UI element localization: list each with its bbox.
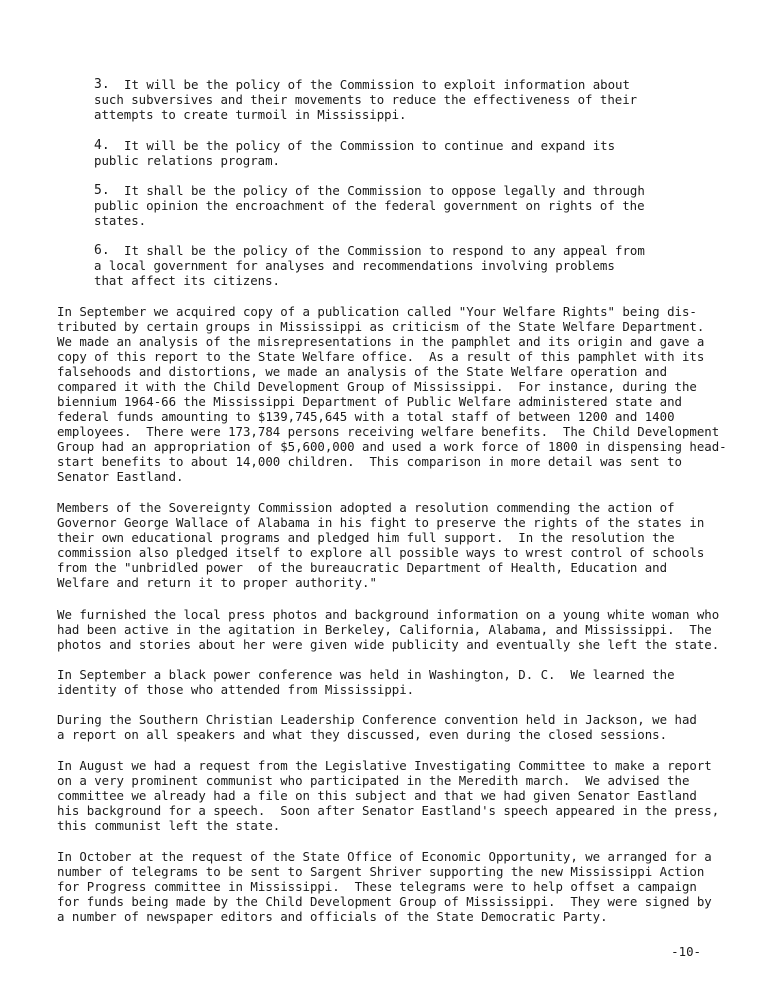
paragraph-line: identity of those who attended from Mississippi.: [57, 682, 415, 697]
paragraph-line: Welfare and return it to proper authority.": [57, 575, 377, 590]
paragraph-line: falsehoods and distortions, we made an analysis of the State Welfare operation and: [57, 364, 668, 379]
paragraph-line: commission also pledged itself to explore all possible ways to wrest control of schools: [57, 545, 705, 560]
policy-line: attempts to create turmoil in Mississippi.: [94, 107, 407, 122]
paragraph-line: photos and stories about her were given wide publicity and eventually she left the state.: [57, 637, 720, 652]
paragraph-line: compared it with the Child Development Group of Mississippi. For instance, during the: [57, 379, 697, 394]
paragraph-line: tributed by certain groups in Mississippi as criticism of the State Welfare Department.: [57, 319, 705, 334]
policy-line: It will be the policy of the Commission to continue and expand its: [124, 138, 616, 153]
policy-number: 3.: [94, 77, 110, 92]
paragraph-line: In August we had a request from the Legislative Investigating Committee to make a report: [57, 758, 712, 773]
paragraph-line: on a very prominent communist who participated in the Meredith march. We advised the: [57, 773, 690, 788]
paragraph-line: for funds being made by the Child Development Group of Mississippi. They were signed by: [57, 894, 712, 909]
policy-line: It will be the policy of the Commission to exploit information about: [124, 77, 630, 92]
policy-line: public relations program.: [94, 153, 280, 168]
policy-line: It shall be the policy of the Commission to respond to any appeal from: [124, 243, 645, 258]
paragraph-line: Senator Eastland.: [57, 469, 184, 484]
paragraph-line: copy of this report to the State Welfare office. As a result of this pamphlet with its: [57, 349, 705, 364]
policy-number: 6.: [94, 243, 110, 258]
paragraph-line: start benefits to about 14,000 children. This comparison in more detail was sent to: [57, 454, 682, 469]
paragraph-line: We made an analysis of the misrepresentations in the pamphlet and its origin and gave a: [57, 334, 705, 349]
paragraph-line: a number of newspaper editors and officials of the State Democratic Party.: [57, 909, 608, 924]
paragraph-line: In October at the request of the State Office of Economic Opportunity, we arranged for a: [57, 849, 712, 864]
policy-line: a local government for analyses and recommendations involving problems: [94, 258, 615, 273]
policy-line: such subversives and their movements to reduce the effectiveness of their: [94, 92, 638, 107]
paragraph-line: a report on all speakers and what they discussed, even during the closed sessions.: [57, 727, 668, 742]
policy-number: 4.: [94, 138, 110, 153]
paragraph-line: Group had an appropriation of $5,600,000 and used a work force of 1800 in dispensing head-: [57, 439, 727, 454]
policy-number: 5.: [94, 183, 110, 198]
paragraph-line: this communist left the state.: [57, 818, 281, 833]
paragraph-line: Governor George Wallace of Alabama in his fight to preserve the rights of the states in: [57, 515, 705, 530]
paragraph-line: In September a black power conference was held in Washington, D. C. We learned the: [57, 667, 675, 682]
paragraph-line: number of telegrams to be sent to Sargent Shriver supporting the new Mississippi Action: [57, 864, 705, 879]
paragraph-line: from the "unbridled power of the bureaucratic Department of Health, Education and: [57, 560, 668, 575]
paragraph-line: In September we acquired copy of a publication called "Your Welfare Rights" being dis-: [57, 304, 697, 319]
paragraph-line: During the Southern Christian Leadership Conference convention held in Jackson, we had: [57, 712, 697, 727]
paragraph-line: biennium 1964-66 the Mississippi Department of Public Welfare administered state and: [57, 394, 682, 409]
policy-line: public opinion the encroachment of the federal government on rights of the: [94, 198, 645, 213]
paragraph-line: We furnished the local press photos and background information on a young white woman who: [57, 607, 720, 622]
policy-line: that affect its citizens.: [94, 273, 280, 288]
paragraph-line: for Progress committee in Mississippi. These telegrams were to help offset a campaign: [57, 879, 697, 894]
paragraph-line: had been active in the agitation in Berkeley, California, Alabama, and Mississippi. The: [57, 622, 712, 637]
paragraph-line: Members of the Sovereignty Commission adopted a resolution commending the action of: [57, 500, 675, 515]
page-number: -10-: [671, 944, 701, 959]
policy-line: states.: [94, 213, 147, 228]
paragraph-line: his background for a speech. Soon after Senator Eastland's speech appeared in the press,: [57, 803, 720, 818]
paragraph-line: federal funds amounting to $139,745,645 with a total staff of between 1200 and 1400: [57, 409, 675, 424]
paragraph-line: their own educational programs and pledged him full support. In the resolution the: [57, 530, 675, 545]
policy-line: It shall be the policy of the Commission to oppose legally and through: [124, 183, 645, 198]
paragraph-line: committee we already had a file on this subject and that we had given Senator Eastland: [57, 788, 697, 803]
paragraph-line: employees. There were 173,784 persons receiving welfare benefits. The Child Development: [57, 424, 720, 439]
